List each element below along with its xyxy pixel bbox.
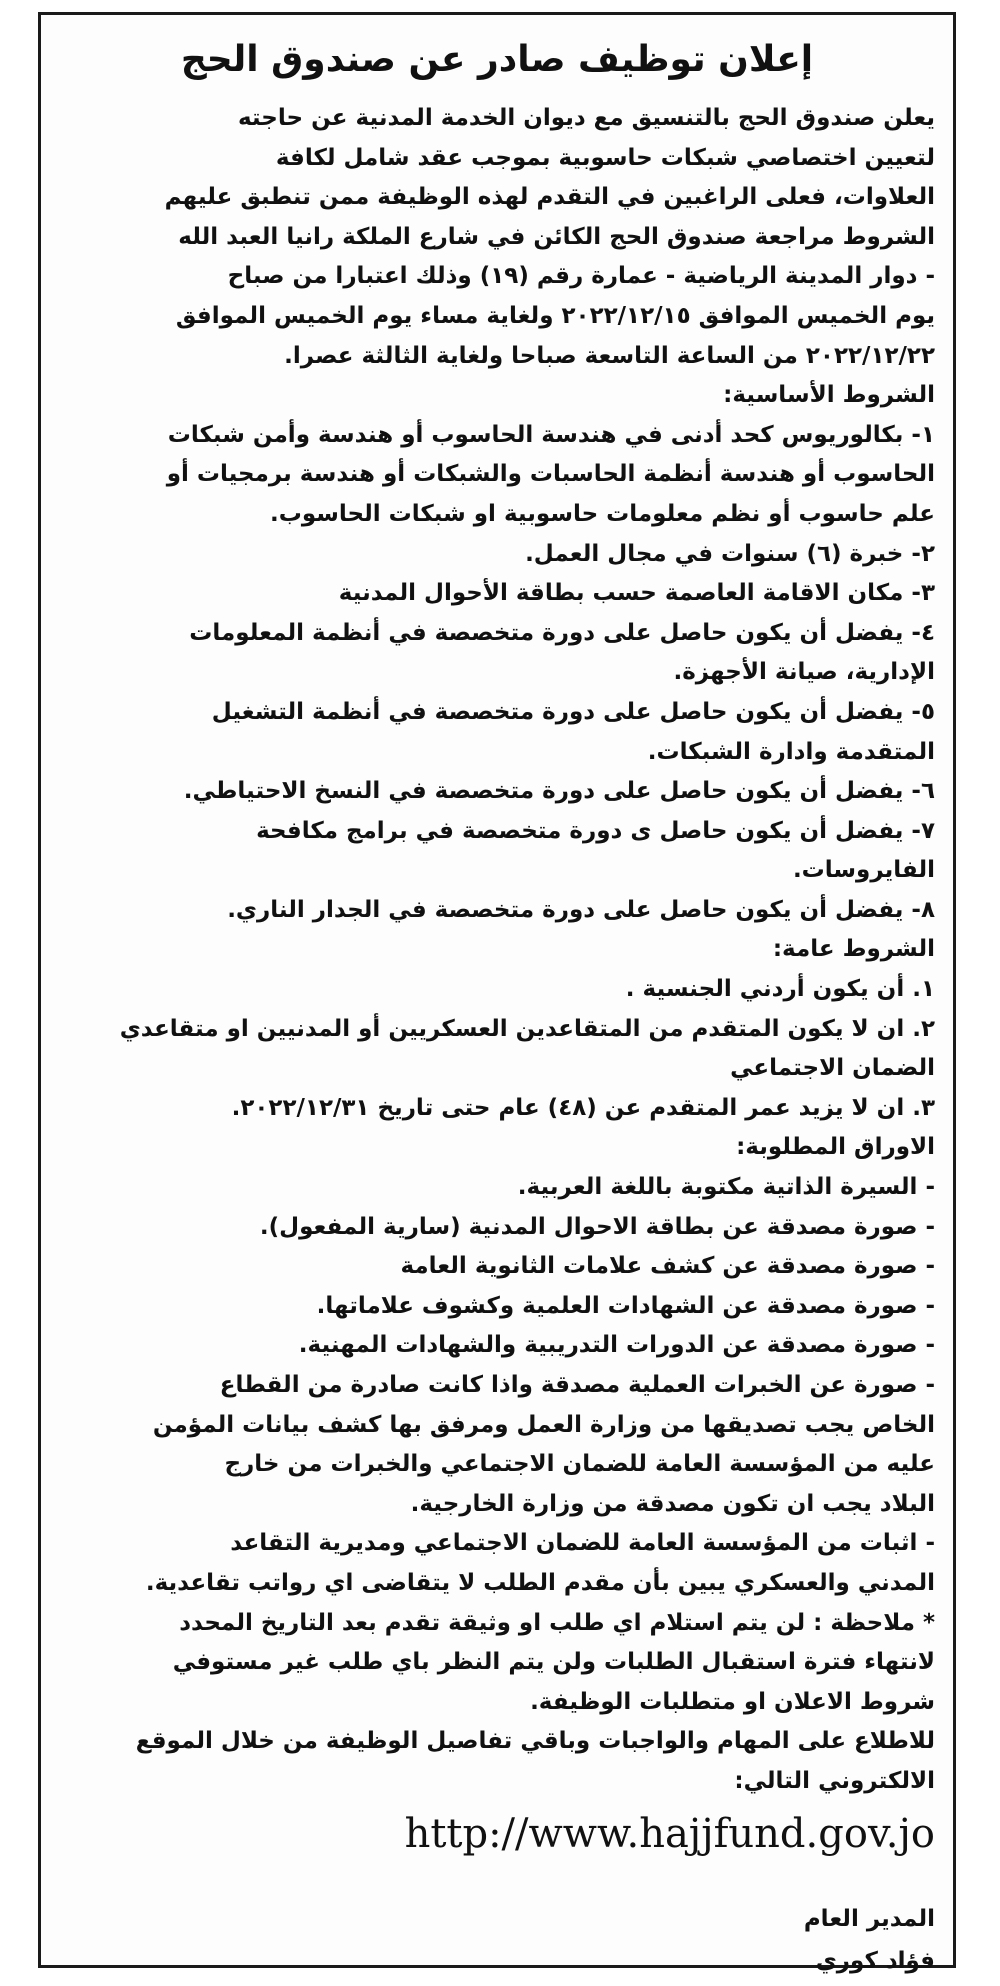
text-line: - السيرة الذاتية مكتوبة باللغة العربية. bbox=[517, 1174, 935, 1201]
announcement-body bbox=[59, 35, 935, 1974]
text-line: - صورة مصدقة عن الشهادات العلمية وكشوف علاماتها. bbox=[316, 1292, 935, 1319]
text-line: الحاسوب أو هندسة أنظمة الحاسبات والشبكات أو هندسة برمجيات أو bbox=[166, 461, 935, 488]
text-line: شروط الاعلان او متطلبات الوظيفة. bbox=[530, 1688, 935, 1715]
signature-block bbox=[59, 1898, 935, 1982]
website-url: http://www.hajjfund.gov.jo bbox=[404, 1810, 935, 1857]
text-line: البلاد يجب ان تكون مصدقة من وزارة الخارجية. bbox=[410, 1490, 935, 1517]
text-line: لتعيين اختصاصي شبكات حاسوبية بموجب عقد شامل لكافة bbox=[275, 144, 935, 171]
text-line: الضمان الاجتماعي bbox=[730, 1055, 935, 1082]
text-line: ٢٠٢٢/١٢/٢٢ من الساعة التاسعة صباحا ولغاية الثالثة عصرا. bbox=[284, 342, 935, 369]
text-line: الالكتروني التالي: bbox=[734, 1767, 935, 1794]
text-line: يعلن صندوق الحج بالتنسيق مع ديوان الخدمة المدنية عن حاجته bbox=[237, 105, 935, 131]
announcement-text bbox=[59, 99, 935, 1802]
text-line: علم حاسوب أو نظم معلومات حاسوبية او شبكات الحاسوب. bbox=[270, 500, 935, 527]
text-line: ٣- مكان الاقامة العاصمة حسب بطاقة الأحوال المدنية bbox=[338, 580, 935, 607]
text-line: ٧- يفضل أن يكون حاصل ى دورة متخصصة في برامج مكافحة bbox=[256, 817, 935, 844]
text-line: ١. أن يكون أردني الجنسية . bbox=[625, 976, 935, 1003]
text-line: ٣. ان لا يزيد عمر المتقدم عن (٤٨) عام حتى تاريخ ٢٠٢٢/١٢/٣١. bbox=[231, 1094, 935, 1121]
text-line: - دوار المدينة الرياضية - عمارة رقم (١٩) وذلك اعتبارا من صباح bbox=[227, 263, 935, 290]
text-line: - صورة مصدقة عن كشف علامات الثانوية العامة bbox=[400, 1253, 935, 1280]
text-line: للاطلاع على المهام والواجبات وباقي تفاصيل الوظيفة من خلال الموقع bbox=[135, 1728, 935, 1755]
text-line: ٥- يفضل أن يكون حاصل على دورة متخصصة في أنظمة التشغيل bbox=[211, 698, 935, 725]
text-line: ٦- يفضل أن يكون حاصل على دورة متخصصة في النسخ الاحتياطي. bbox=[183, 778, 935, 805]
text-line: ١- بكالوريوس كحد أدنى في هندسة الحاسوب أو هندسة وأمن شبكات bbox=[167, 421, 935, 448]
text-line: المتقدمة وادارة الشبكات. bbox=[647, 738, 935, 765]
text-line: لانتهاء فترة استقبال الطلبات ولن يتم النظر باي طلب غير مستوفي bbox=[172, 1649, 935, 1676]
text-line: ٨- يفضل أن يكون حاصل على دورة متخصصة في الجدار الناري. bbox=[227, 896, 935, 923]
text-line: العلاوات، فعلى الراغبين في التقدم لهذه الوظيفة ممن تنطبق عليهم bbox=[164, 184, 935, 211]
text-line: الشروط عامة: bbox=[772, 936, 935, 963]
text-line: * ملاحظة : لن يتم استلام اي طلب او وثيقة تقدم بعد التاريخ المحدد bbox=[179, 1609, 935, 1636]
text-line: الشروط الأساسية: bbox=[723, 382, 935, 409]
announcement-title: إعلان توظيف صادر عن صندوق الحج bbox=[180, 39, 814, 80]
text-line: - اثبات من المؤسسة العامة للضمان الاجتماعي ومديرية التقاعد bbox=[230, 1530, 935, 1557]
text-line: - صورة مصدقة عن بطاقة الاحوال المدنية (سارية المفعول). bbox=[259, 1213, 935, 1240]
text-line: الخاص يجب تصديقها من وزارة العمل ومرفق بها كشف بيانات المؤمن bbox=[152, 1411, 935, 1438]
text-line: عليه من المؤسسة العامة للضمان الاجتماعي والخبرات من خارج bbox=[224, 1451, 935, 1478]
text-line: الإدارية، صيانة الأجهزة. bbox=[673, 659, 935, 686]
text-line: - صورة عن الخبرات العملية مصدقة واذا كانت صادرة من القطاع bbox=[219, 1372, 935, 1398]
signature-position: المدير العام bbox=[803, 1905, 935, 1932]
text-line: ٤- يفضل أن يكون حاصل على دورة متخصصة في أنظمة المعلومات bbox=[189, 619, 935, 646]
text-line: الفايروسات. bbox=[792, 857, 935, 884]
text-line: يوم الخميس الموافق ٢٠٢٢/١٢/١٥ ولغاية مساء يوم الخميس الموافق bbox=[175, 302, 935, 329]
text-line: الاوراق المطلوبة: bbox=[736, 1134, 935, 1161]
text-line: ٢. ان لا يكون المتقدم من المتقاعدين العسكريين أو المدنيين او متقاعدي bbox=[119, 1015, 935, 1042]
signature-name: فؤاد كوري bbox=[815, 1947, 935, 1974]
text-line: المدني والعسكري يبين بأن مقدم الطلب لا يتقاضى اي رواتب تقاعدية. bbox=[145, 1569, 935, 1596]
text-line: الشروط مراجعة صندوق الحج الكائن في شارع الملكة رانيا العبد الله bbox=[178, 223, 935, 250]
text-line: ٢- خبرة (٦) سنوات في مجال العمل. bbox=[525, 540, 935, 567]
announcement-frame bbox=[38, 12, 956, 1974]
text-line: - صورة مصدقة عن الدورات التدريبية والشهادات المهنية. bbox=[298, 1332, 935, 1359]
